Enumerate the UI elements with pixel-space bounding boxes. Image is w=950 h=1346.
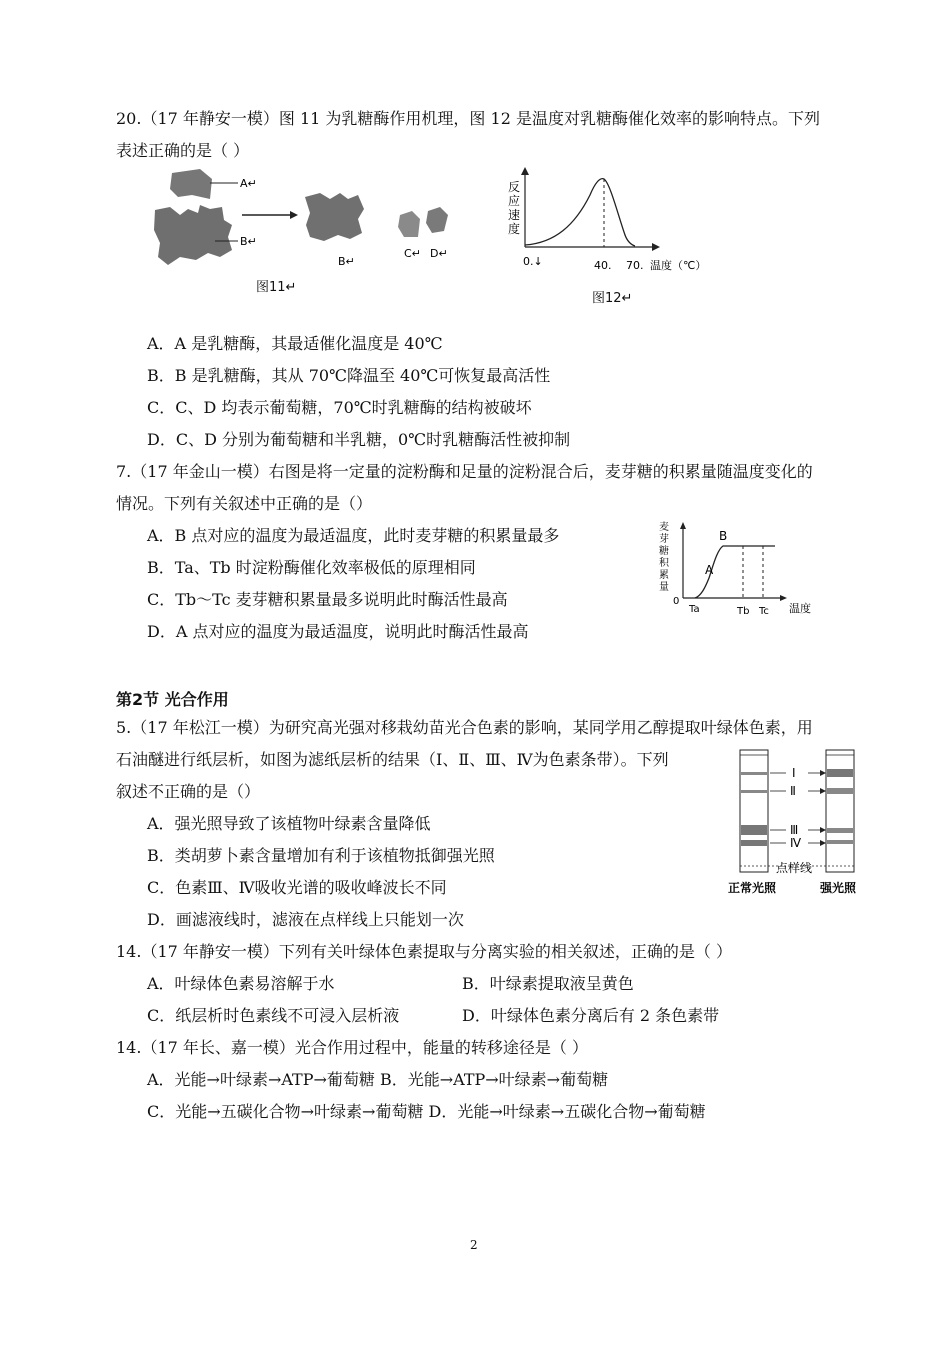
x-axis-label: 温度（℃） (650, 259, 707, 272)
q7-option-b: B．Ta、Tb 时淀粉酶催化效率极低的原理相同 (147, 558, 476, 577)
label-d: D↵ (430, 247, 448, 260)
q7-option-d: D．A 点对应的温度为最适温度，说明此时酶活性最高 (147, 622, 529, 641)
q20-option-b: B．B 是乳糖酶，其从 70℃降温至 40℃可恢复最高活性 (147, 366, 551, 385)
q7-option-c: C．Tb～Tc 麦芽糖积累量最多说明此时酶活性最高 (147, 590, 508, 609)
q7-option-a: A．B 点对应的温度为最适温度，此时麦芽糖的积累量最多 (147, 526, 560, 545)
svg-text:应: 应 (508, 194, 521, 208)
q20-stem-line2: 表述正确的是（ ） (116, 141, 250, 160)
q14a-option-d: D．叶绿体色素分离后有 2 条色素带 (462, 1006, 720, 1025)
normal-band-3 (741, 825, 767, 835)
q5-option-c: C．色素Ⅲ、Ⅳ吸收光谱的吸收峰波长不同 (147, 878, 447, 897)
x-axis-arrow (652, 243, 660, 251)
strong-band-1 (827, 769, 853, 777)
q14b-stem: 14.（17 年长、嘉一模）光合作用过程中，能量的转移途径是（ ） (116, 1038, 588, 1057)
q14a-option-c: C．纸层析时色素线不可浸入层析液 (147, 1006, 400, 1025)
q14b-options-line1: A．光能→叶绿素→ATP→葡萄糖 B．光能→ATP→叶绿素→葡萄糖 (147, 1070, 609, 1089)
figure-12-temperature-curve (500, 165, 720, 275)
figure-12-caption: 图12↵ (592, 291, 633, 306)
enzyme-b-product-shape (305, 193, 364, 241)
q20-option-a: A．A 是乳糖酶，其最适催化温度是 40℃ (147, 334, 443, 353)
q7-tb: Tb (737, 606, 750, 617)
y-label (508, 180, 520, 236)
svg-text:量: 量 (659, 582, 669, 593)
svg-text:累: 累 (659, 570, 669, 581)
q7-x-axis-arrow (780, 595, 787, 601)
label-b-product: B↵ (338, 255, 355, 268)
normal-light-label: 正常光照 (728, 881, 777, 895)
q5-stem-line2: 石油醚进行纸层析，如图为滤纸层析的结果（Ⅰ、Ⅱ、Ⅲ、Ⅳ为色素条带）。下列 (116, 750, 669, 769)
spot-line-label: 点样线 (776, 861, 813, 875)
figure-11-caption: 图11↵ (256, 280, 297, 295)
band-label-4: Ⅳ (790, 836, 802, 850)
q14a-option-b: B．叶绿素提取液呈黄色 (462, 974, 634, 993)
q14a-option-a: A．叶绿体色素易溶解于水 (147, 974, 335, 993)
strip-strong (826, 750, 854, 872)
x-tick-40: 40. (594, 259, 612, 272)
enzyme-b-shape (154, 205, 232, 265)
q7-y-axis-arrow (680, 522, 686, 529)
product-d-shape (426, 207, 448, 233)
normal-band-4 (741, 840, 767, 846)
svg-text:速: 速 (508, 208, 521, 222)
svg-text:糖: 糖 (659, 546, 669, 557)
y-axis-arrow (521, 167, 529, 175)
q7-y-label (659, 520, 670, 593)
product-c-shape (398, 211, 420, 237)
strong-band-3 (827, 828, 853, 833)
page-number: 2 (470, 1238, 478, 1252)
q14a-stem: 14.（17 年静安一模）下列有关叶绿体色素提取与分离实验的相关叙述，正确的是（ ） (116, 942, 732, 961)
band-label-3: Ⅲ (790, 823, 799, 837)
q7-tc: Tc (759, 606, 769, 617)
figure-11-enzyme-mechanism (150, 165, 470, 295)
band-label-2: Ⅱ (790, 784, 796, 798)
q5-stem-line3: 叙述不正确的是（） (116, 782, 261, 801)
svg-text:反: 反 (508, 180, 521, 194)
q7-maltose-chart (655, 518, 825, 618)
substrate-a-shape (170, 169, 212, 199)
svg-text:积: 积 (659, 558, 669, 569)
q7-stem-line2: 情况。下列有关叙述中正确的是（） (116, 494, 373, 513)
q5-option-b: B．类胡萝卜素含量增加有利于该植物抵御强光照 (147, 846, 495, 865)
strong-light-label: 强光照 (820, 881, 857, 895)
strip-normal (740, 750, 768, 872)
label-b: B↵ (240, 235, 257, 248)
strong-band-4 (827, 840, 853, 844)
svg-text:度: 度 (508, 222, 521, 236)
q14b-options-line2: C．光能→五碳化合物→叶绿素→葡萄糖 D．光能→叶绿素→五碳化合物→葡萄糖 (147, 1102, 706, 1121)
q7-stem-line1: 7.（17 年金山一模）右图是将一定量的淀粉酶和足量的淀粉混合后，麦芽糖的积累量随温度变化的 (116, 462, 813, 481)
section-title: 第2节 光合作用 (116, 690, 229, 709)
q5-option-a: A．强光照导致了该植物叶绿素含量降低 (147, 814, 431, 833)
label-a: A↵ (240, 177, 257, 190)
q5-chromatography-figure (728, 748, 868, 898)
q7-x-label: 温度 (789, 602, 811, 615)
q5-stem-line1: 5.（17 年松江一模）为研究高光强对移栽幼苗光合色素的影响，某同学用乙醇提取叶绿体色素，用 (116, 718, 813, 737)
q7-origin: 0 (673, 596, 680, 607)
label-c: C↵ (404, 247, 421, 260)
q20-option-d: D．C、D 分别为葡萄糖和半乳糖，0℃时乳糖酶活性被抑制 (147, 430, 571, 449)
strong-band-2 (827, 788, 853, 794)
reaction-arrowhead (290, 211, 298, 219)
band-label-1: Ⅰ (792, 766, 796, 780)
normal-band-2 (741, 790, 767, 793)
q7-point-b: B (719, 529, 728, 543)
rate-curve (525, 179, 635, 246)
normal-band-1 (741, 772, 767, 775)
q20-stem-line1: 20.（17 年静安一模）图 11 为乳糖酶作用机理，图 12 是温度对乳糖酶催化效率的影响特点。下列 (116, 109, 820, 128)
svg-text:麦: 麦 (659, 522, 669, 533)
q7-ta: Ta (689, 604, 700, 615)
svg-text:芽: 芽 (659, 534, 669, 545)
q5-option-d: D．画滤液线时，滤液在点样线上只能划一次 (147, 910, 464, 929)
q7-point-a: A (705, 563, 714, 577)
x-tick-70: 70. (626, 259, 644, 272)
x-tick-0: 0.↓ (523, 255, 543, 268)
q20-option-c: C．C、D 均表示葡萄糖，70℃时乳糖酶的结构被破坏 (147, 398, 532, 417)
